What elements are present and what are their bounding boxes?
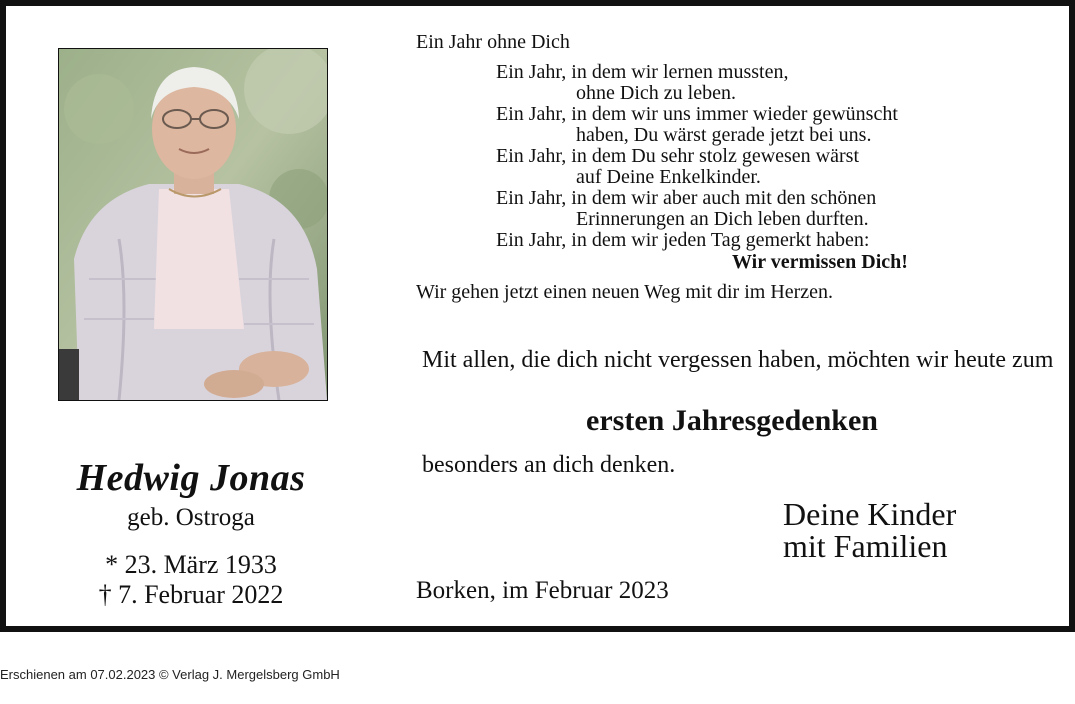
portrait-photo (58, 48, 328, 401)
memorial-remember: besonders an dich denken. (422, 452, 676, 478)
poem-line: Erinnerungen an Dich leben durften. (576, 208, 869, 230)
memorial-intro: Mit allen, die dich nicht vergessen haben, möchten wir heute zum (422, 347, 1054, 373)
poem (496, 62, 898, 251)
publication-footer: Erschienen am 07.02.2023 © Verlag J. Mergelsberg GmbH (0, 667, 340, 682)
poem-line: Ein Jahr, in dem wir lernen mussten, (496, 61, 789, 83)
signature (783, 498, 956, 562)
place-date: Borken, im Februar 2023 (416, 577, 669, 604)
poem-line: Ein Jahr, in dem wir aber auch mit den schönen (496, 187, 877, 209)
poem-line: auf Deine Enkelkinder. (576, 166, 761, 188)
poem-line: haben, Du wärst gerade jetzt bei uns. (576, 124, 872, 146)
poem-line: Ein Jahr, in dem wir jeden Tag gemerkt haben: (496, 229, 870, 251)
poem-closing: Wir vermissen Dich! (732, 251, 908, 273)
birth-date: * 23. März 1933 (105, 550, 277, 579)
poem-title: Ein Jahr ohne Dich (416, 31, 570, 53)
poem-line: Ein Jahr, in dem wir uns immer wieder gewünscht (496, 103, 898, 125)
death-date: † 7. Februar 2022 (98, 580, 284, 609)
poem-line: ohne Dich zu leben. (576, 82, 736, 104)
deceased-name: Hedwig Jonas (76, 457, 306, 499)
signature-line: Deine Kinder (783, 496, 957, 532)
poem-after: Wir gehen jetzt einen neuen Weg mit dir im Herzen. (416, 281, 834, 303)
poem-line: Ein Jahr, in dem Du sehr stolz gewesen wärst (496, 145, 859, 167)
memorial-headline: ersten Jahresgedenken (586, 404, 878, 437)
signature-line: mit Familien (783, 528, 948, 564)
birth-name: geb. Ostroga (127, 504, 255, 531)
